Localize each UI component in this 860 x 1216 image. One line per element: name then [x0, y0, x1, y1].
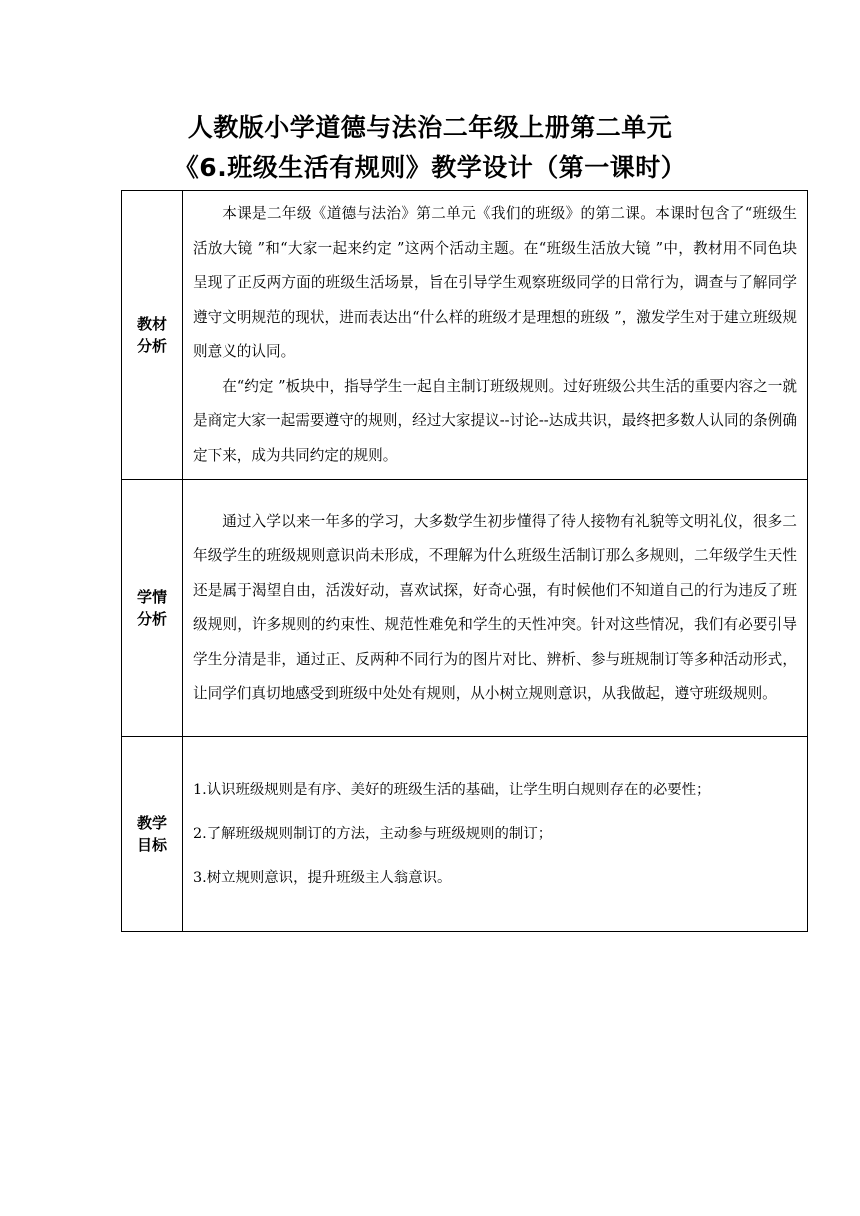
content-textbook-analysis [183, 191, 808, 480]
content-teaching-goals [183, 737, 808, 932]
label-teaching-goals [122, 737, 183, 932]
paragraph: 本课是二年级《道德与法治》第二单元《我们的班级》的第二课。本课时包含了“班级生活放大镜 ”和“大家一起来约定 ”这两个活动主题。在“班级生活放大镜 ”中，教材用不同色块呈现了正反两方面的班级生活场景，旨在引导学生观察班级同学的日常行为，调查与了解同学遵守文明规范的现状，进而表达出“什么样的班级才是理想的班级 ”，激发学生对于建立班级规则意义的认同。 [193, 205, 797, 360]
table-row-student-analysis [122, 480, 808, 737]
paragraph: 通过入学以来一年多的学习，大多数学生初步懂得了待人接物有礼貌等文明礼仪，很多二年级学生的班级规则意识尚未形成，不理解为什么班级生活制订那么多规则，二年级学生天性还是属于渴望自由，活泼好动，喜欢试探，好奇心强，有时候他们不知道自己的行为违反了班级规则，许多规则的约束性、规范性难免和学生的天性冲突。针对这些情况，我们有必要引导学生分清是非，通过正、反两种不同行为的图片对比、辨析、参与班规制订等多种活动形式，让同学们真切地感受到班级中处处有规则，从小树立规则意识，从我做起，遵守班级规则。 [193, 512, 797, 702]
label-text: 教材 [136, 315, 167, 333]
document-title [100, 108, 760, 188]
goal-item: 2.了解班级规则制订的方法，主动参与班级规则的制订； [193, 826, 553, 842]
label-text: 分析 [136, 610, 167, 628]
label-text: 学情 [136, 588, 167, 606]
label-student-analysis [122, 480, 183, 737]
lesson-plan-table [121, 190, 808, 932]
table-row-textbook-analysis [122, 191, 808, 480]
label-textbook-analysis [122, 191, 183, 480]
label-text: 分析 [136, 337, 167, 355]
paragraph: 在“约定 ”板块中，指导学生一起自主制订班级规则。过好班级公共生活的重要内容之一就是商定大家一起需要遵守的规则，经过大家提议--讨论--达成共识，最终把多数人认同的条例确定下来，成为共同约定的规则。 [193, 377, 797, 464]
content-student-analysis [183, 480, 808, 737]
title-line-1: 人教版小学道德与法治二年级上册第二单元 [187, 113, 673, 142]
title-line-2: 《6.班级生活有规则》教学设计（第一课时） [173, 153, 687, 182]
table-row-teaching-goals [122, 737, 808, 932]
goal-item: 3.树立规则意识，提升班级主人翁意识。 [193, 870, 452, 886]
label-text: 目标 [136, 836, 167, 854]
goal-item: 1.认识班级规则是有序、美好的班级生活的基础，让学生明白规则存在的必要性； [193, 782, 711, 798]
label-text: 教学 [136, 814, 167, 832]
